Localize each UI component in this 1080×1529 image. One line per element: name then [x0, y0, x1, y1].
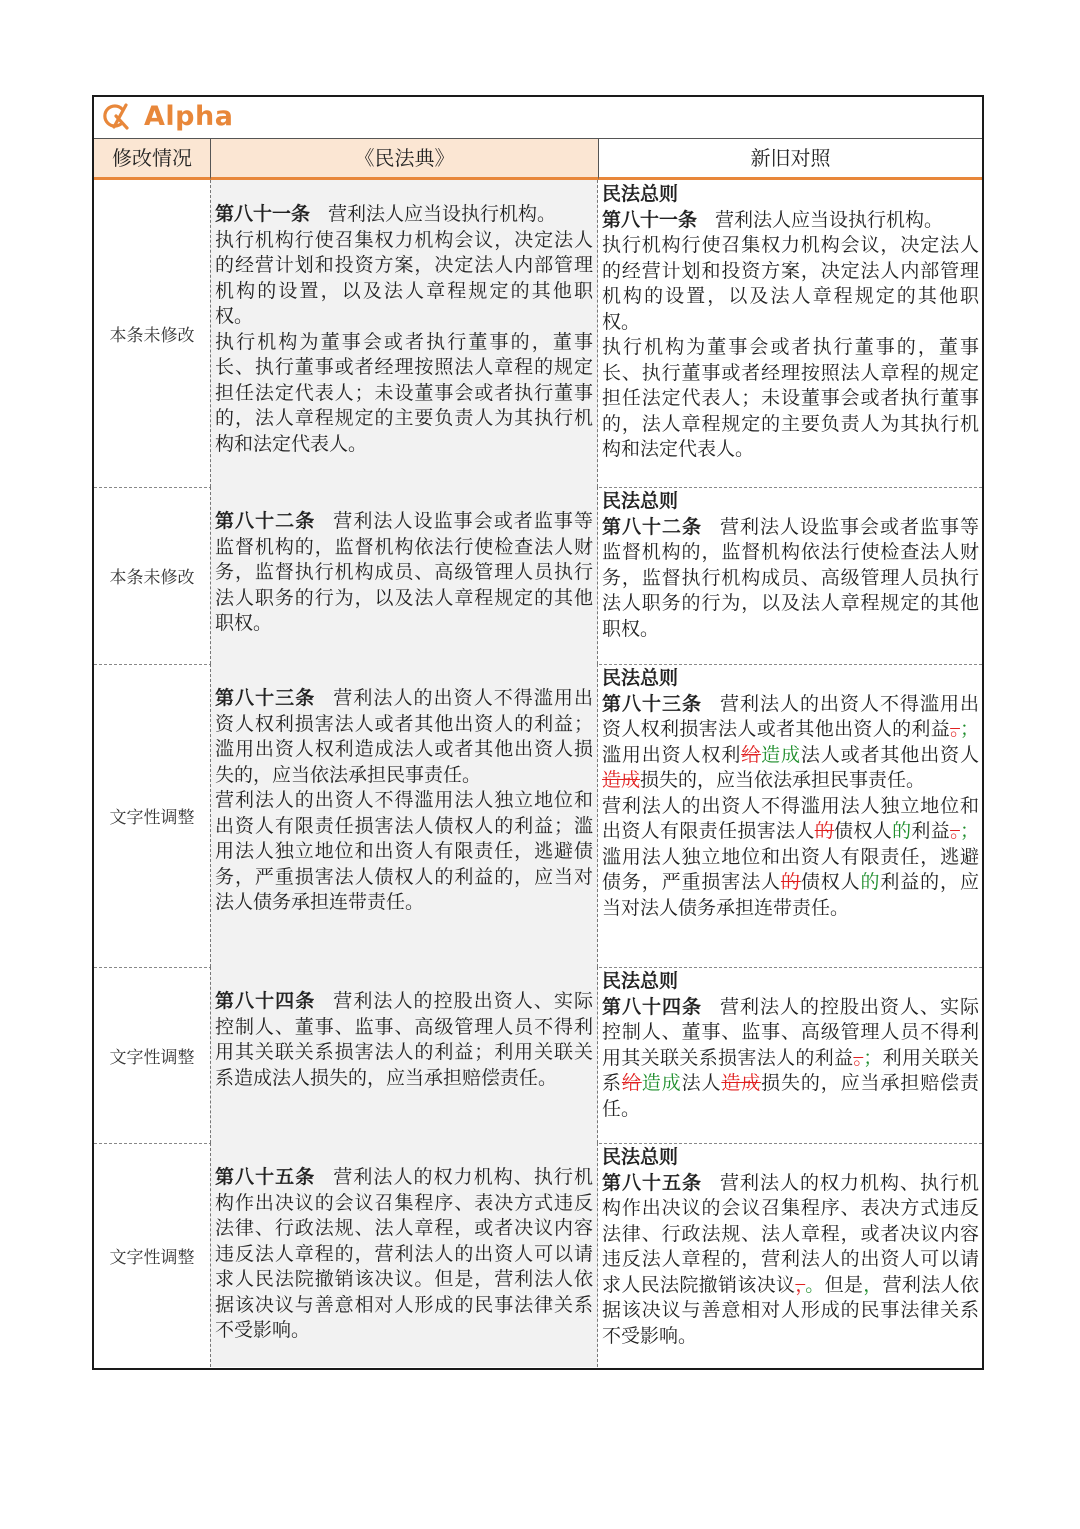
law-text: 执行机构为董事会或者执行董事的，董事长、执行董事或者经理按照法人章程的规定担任法定代表人；未设董事会或者执行董事的，法人章程规定的主要负责人为其执行机构和法定代表人。: [215, 330, 593, 455]
comparison-cell: [598, 180, 982, 487]
comparison-paragraph: [602, 1171, 979, 1350]
deleted-text: 。: [950, 718, 960, 740]
inserted-text: 。: [805, 1273, 825, 1296]
comparison-text: 营利法人的出资人不得滥用法人独立地位和出资人有限责任损害法人: [602, 794, 979, 842]
status-cell: 本条未修改: [109, 568, 195, 588]
law-text: 营利法人应当设执行机构。: [328, 203, 557, 225]
status-cell: 文字性调整: [109, 1247, 195, 1268]
comparison-cell: [598, 1143, 982, 1367]
deleted-text: 造成: [602, 769, 641, 791]
deleted-text: 。: [950, 820, 960, 842]
comparison-table: [92, 95, 984, 1370]
deleted-text: 给: [621, 1072, 642, 1094]
inserted-text: 造成: [761, 743, 801, 766]
comparison-paragraph: [602, 692, 979, 794]
inserted-text: 的: [860, 871, 881, 893]
table-row: [94, 487, 982, 665]
comparison-text: 营利法人依据该决议与善意相对人形成的民事法律关系不受影响。: [602, 1273, 979, 1347]
comparison-paragraph: [602, 794, 979, 922]
inserted-text: ；: [863, 1046, 883, 1069]
civil-code-cell: [210, 180, 598, 487]
law-text: 营利法人的控股出资人、实际控制人、董事、监事、高级管理人员不得利用其关联关系损害法人的利益；利用关联关系造成法人损失的，应当承担赔偿责任。: [215, 990, 593, 1089]
article-number: 第八十五条: [602, 1171, 702, 1194]
law-paragraph: [215, 1165, 593, 1344]
inserted-text: 造成: [641, 1072, 682, 1094]
law-paragraph: [215, 686, 593, 788]
law-paragraph: [215, 202, 593, 228]
article-number: 第八十三条: [602, 692, 702, 715]
comparison-paragraph: [602, 515, 979, 643]
deleted-text: 给: [741, 743, 762, 766]
comparison-text: 损失的，应当依法承担民事责任。: [640, 769, 926, 791]
article-number: 第八十一条: [215, 203, 311, 225]
section-title: 民法总则: [602, 667, 679, 689]
header-status: 修改情况: [94, 139, 210, 180]
deleted-text: 的: [814, 820, 835, 842]
law-paragraph: [215, 330, 593, 458]
comparison-text: 债权人: [800, 871, 861, 893]
brand-bar: [94, 97, 982, 139]
status-cell: 文字性调整: [109, 808, 195, 828]
law-paragraph: [215, 788, 593, 916]
comparison-text: 滥用法人独立地位和出资人有限责任，逃避债务，严重损害法人: [602, 845, 979, 893]
table-row: [94, 1143, 982, 1367]
comparison-text: 营利法人的出资人不得滥用出资人权利损害法人或者其他出资人的利益: [602, 692, 979, 740]
law-paragraph: [215, 509, 593, 637]
comparison-text: 法人或者其他出资人: [800, 743, 979, 766]
status-cell: 文字性调整: [109, 1047, 195, 1068]
comparison-text: 利益: [911, 820, 951, 842]
comparison-text: 利益的，应当对法人债务承担连带责任。: [602, 871, 979, 919]
civil-code-cell: [210, 487, 598, 664]
deleted-text: 的: [780, 871, 801, 893]
comparison-text: 执行机构行使召集权力机构会议，决定法人的经营计划和投资方案，决定法人内部管理机构的设置，以及法人章程规定的其他职权。: [602, 234, 979, 333]
comparison-text: 执行机构为董事会或者执行董事的，董事长、执行董事或者经理按照法人章程的规定担任法定代表人；未设董事会或者执行董事的，法人章程规定的主要负责人为其执行机构和法定代表人。: [602, 336, 979, 460]
section-title: 民法总则: [602, 970, 679, 992]
law-paragraph: [215, 989, 593, 1091]
header-civil-code: 《民法典》: [210, 139, 598, 180]
section-title: 民法总则: [602, 183, 679, 205]
article-number: 第八十四条: [215, 990, 316, 1012]
comparison-text: 营利法人的权力机构、执行机构作出决议的会议召集程序、表决方式违反法律、行政法规、法人章程，或者决议内容违反法人章程的，营利法人的出资人可以请求人民法院撤销该决议: [602, 1171, 979, 1296]
law-text: 营利法人的出资人不得滥用法人独立地位和出资人有限责任损害法人债权人的利益；滥用法人独立地位和出资人有限责任，逃避债务，严重损害法人债权人的利益的，应当对法人债务承担连带责任。: [215, 789, 593, 913]
article-number: 第八十五条: [215, 1166, 316, 1188]
comparison-text: 法人: [681, 1072, 722, 1094]
inserted-text: ；: [959, 718, 979, 740]
comparison-text: 但是: [824, 1273, 864, 1296]
article-number: 第八十一条: [602, 208, 698, 231]
comparison-cell: [598, 487, 982, 664]
inserted-text: ，: [863, 1273, 883, 1296]
deleted-text: 造成: [721, 1072, 762, 1094]
law-text: 营利法人的权力机构、执行机构作出决议的会议召集程序、表决方式违反法律、行政法规、法人章程，或者决议内容违反法人章程的，营利法人的出资人可以请求人民法院撤销该决议。但是，营利法人依据该决议与善意相对人形成的民事法律关系不受影响。: [215, 1166, 593, 1341]
comparison-text: 滥用出资人权利: [602, 743, 742, 766]
table-row: [94, 180, 982, 488]
civil-code-cell: [210, 664, 598, 967]
law-text: 营利法人设监事会或者监事等监督机构的，监督机构依法行使检查法人财务，监督执行机构成员、高级管理人员执行法人职务的行为，以及法人章程规定的其他职权。: [215, 510, 593, 634]
comparison-text: 损失的，应当承担赔偿责任。: [602, 1072, 979, 1120]
article-number: 第八十四条: [602, 995, 702, 1018]
comparison-cell: [598, 967, 982, 1143]
table-row: [94, 664, 982, 968]
comparison-text: 营利法人的控股出资人、实际控制人、董事、监事、高级管理人员不得利用其关联关系损害法人的利益: [602, 995, 979, 1069]
civil-code-cell: [210, 1143, 598, 1367]
law-paragraph: [215, 228, 593, 330]
status-cell: 本条未修改: [109, 326, 195, 346]
comparison-text: 债权人: [834, 820, 893, 842]
deleted-text: ，: [795, 1273, 806, 1296]
law-text: 营利法人的出资人不得滥用出资人权利损害法人或者其他出资人的利益；滥用出资人权利造成法人或者其他出资人损失的，应当依法承担民事责任。: [215, 687, 593, 786]
deleted-text: 。: [853, 1046, 864, 1069]
law-text: 执行机构行使召集权力机构会议，决定法人的经营计划和投资方案，决定法人内部管理机构的设置，以及法人章程规定的其他职权。: [215, 228, 593, 327]
section-title: 民法总则: [602, 490, 679, 512]
comparison-text: 利用关联关系: [602, 1046, 979, 1094]
comparison-cell: [598, 664, 982, 967]
comparison-text: 营利法人设监事会或者监事等监督机构的，监督机构依法行使检查法人财务，监督执行机构成员、高级管理人员执行法人职务的行为，以及法人章程规定的其他职权。: [602, 515, 979, 640]
inserted-text: 的: [892, 820, 912, 842]
comparison-paragraph: [602, 335, 979, 463]
comparison-paragraph: [602, 233, 979, 335]
article-number: 第八十二条: [215, 510, 316, 532]
header-comparison: 新旧对照: [598, 139, 982, 180]
article-number: 第八十二条: [602, 515, 702, 538]
brand-name: Alpha: [144, 101, 234, 132]
comparison-paragraph: [602, 208, 979, 234]
inserted-text: ；: [959, 820, 979, 842]
comparison-paragraph: [602, 995, 979, 1123]
section-title: 民法总则: [602, 1146, 679, 1168]
alpha-logo-icon: [100, 101, 130, 131]
article-number: 第八十三条: [215, 687, 316, 709]
civil-code-cell: [210, 967, 598, 1143]
comparison-text: 营利法人应当设执行机构。: [715, 208, 944, 231]
table-row: [94, 967, 982, 1144]
